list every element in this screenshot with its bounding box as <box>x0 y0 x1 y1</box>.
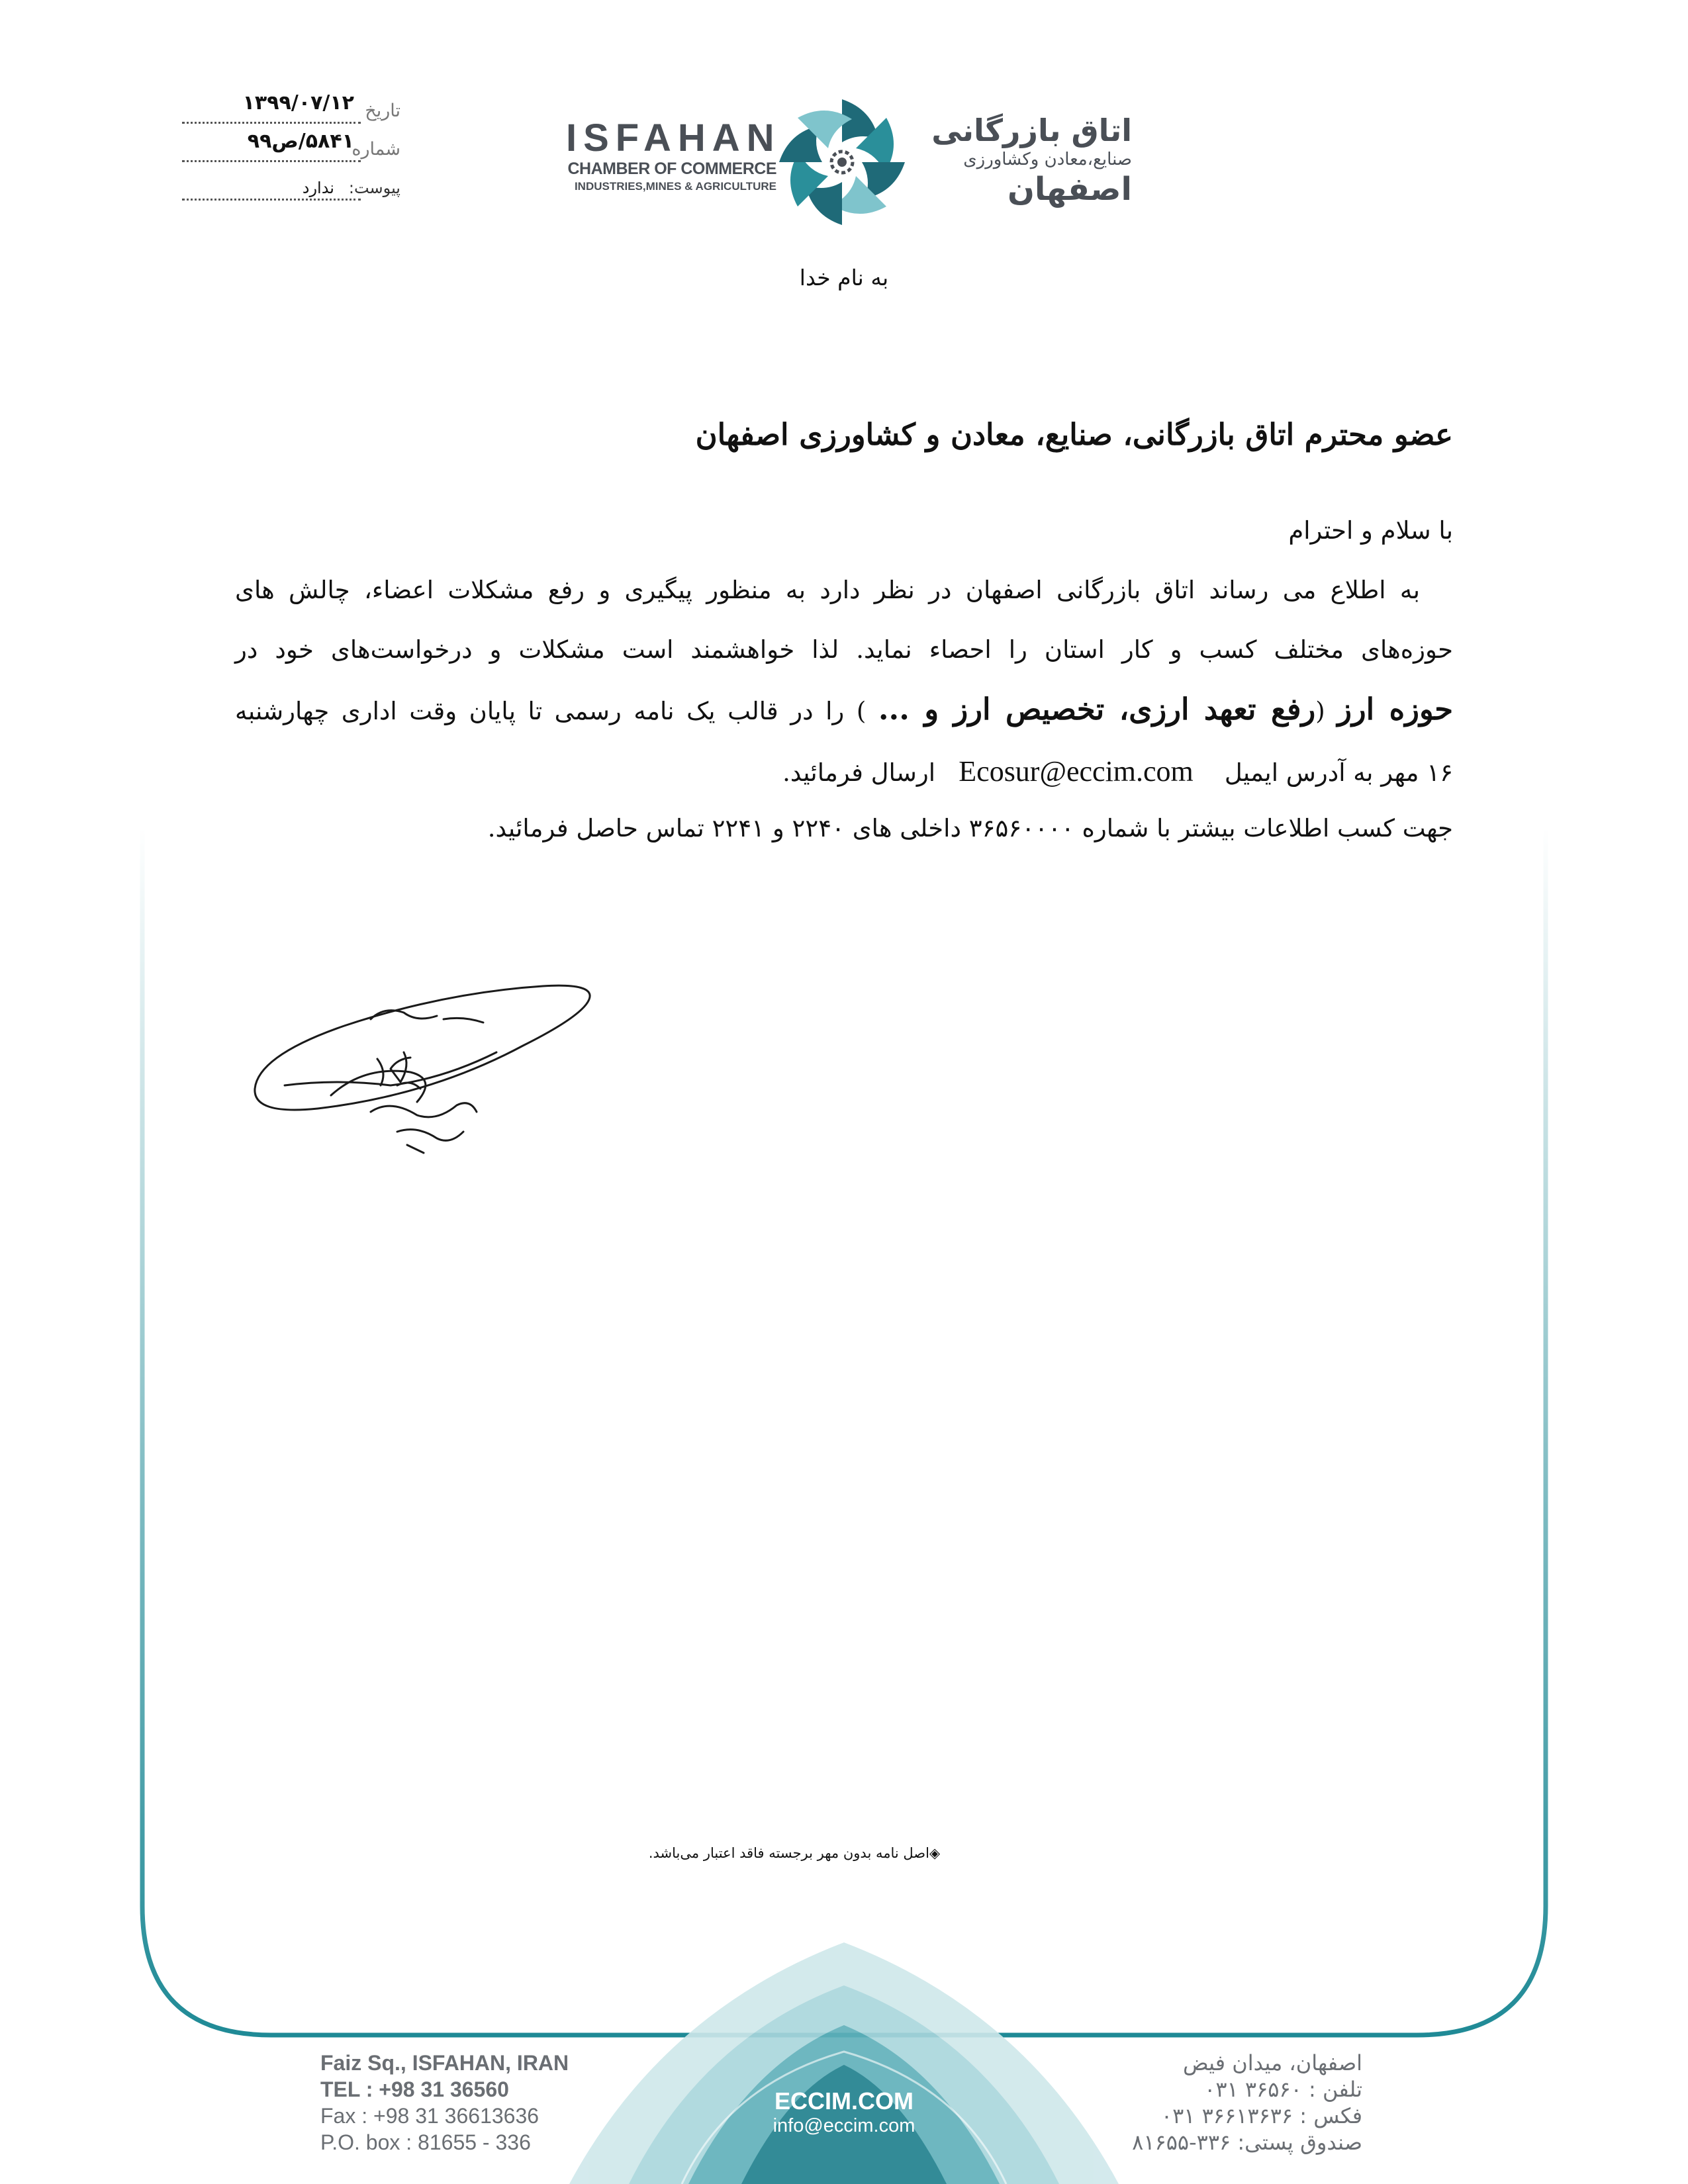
basmala: به نام خدا <box>799 265 889 291</box>
seal-note-text: اصل نامه بدون مهر برجسته فاقد اعتبار می‌باشد. <box>648 1845 929 1861</box>
en-tel: TEL : +98 31 36560 <box>320 2077 509 2101</box>
paren-open: ( <box>1315 697 1325 725</box>
en-fax: Fax : +98 31 36613636 <box>320 2104 539 2128</box>
en-po-box: P.O. box : 81655 - 336 <box>320 2130 531 2154</box>
currency-topics-bold: رفع تعهد ارزی، تخصیص ارز و ... <box>878 692 1316 727</box>
fa-tel: تلفن : ۳۶۵۶۰ ۰۳۱ <box>1204 2077 1362 2102</box>
submission-email: Ecosur@eccim.com <box>959 755 1194 788</box>
fa-fax: فکس : ۳۶۶۱۳۶۳۶ ۰۳۱ <box>1160 2103 1362 2128</box>
date-label: تاریخ <box>365 101 400 121</box>
attachment-value: ندارد <box>302 179 334 197</box>
logo-fa-line1: اتاق بازرگانی <box>931 113 1132 148</box>
website-link[interactable]: ECCIM.COM <box>774 2087 914 2115</box>
body-line-5: جهت کسب اطلاعات بیشتر با شماره ۳۶۵۶۰۰۰۰ داخلی های ۲۲۴۰ و ۲۲۴۱ تماس حاصل فرمائید. <box>487 814 1453 842</box>
contact-english <box>320 2050 569 2156</box>
handwritten-signature <box>245 979 602 1171</box>
body-line-3 <box>235 692 1453 727</box>
number-label: شماره <box>352 139 400 159</box>
date-row <box>182 91 400 130</box>
logo-en-line2: CHAMBER OF COMMERCE <box>567 159 776 178</box>
date-value: ۱۳۹۹/۰۷/۱۲ <box>242 91 354 114</box>
en-address: Faiz Sq., ISFAHAN, IRAN <box>320 2051 569 2075</box>
logo-fa-line3: اصفهان <box>1007 171 1132 208</box>
chamber-logo-icon <box>776 96 908 228</box>
attachment-label: پیوست: <box>348 179 400 197</box>
addressee-heading: عضو محترم اتاق بازرگانی، صنایع، معادن و کشاورزی اصفهان <box>695 417 1453 452</box>
greeting: با سلام و احترام <box>1288 516 1453 545</box>
logo-english <box>566 116 781 195</box>
body-line-1: به اطلاع می رساند اتاق بازرگانی اصفهان در نظر دارد به منظور پیگیری و رفع مشکلات اعضاء، چالش های <box>235 576 1420 604</box>
contact-persian <box>1132 2050 1362 2156</box>
logo-fa-line2: صنایع،معادن وکشاورزی <box>963 150 1132 169</box>
body-line-4 <box>235 754 1453 788</box>
info-email-link[interactable]: info@eccim.com <box>773 2115 915 2136</box>
fa-address: اصفهان، میدان فیض <box>1182 2050 1362 2075</box>
website-block <box>748 2088 940 2137</box>
logo-en-line1: ISFAHAN <box>566 116 781 159</box>
body-line-3-rest: ) را در قالب یک نامه رسمی تا پایان وقت اداری چهارشنبه <box>235 697 867 725</box>
number-row <box>182 130 400 168</box>
attachment-dotted-line <box>182 199 361 201</box>
fa-po-box: صندوق پستی: ۳۳۶-۸۱۶۵۵ <box>1132 2130 1362 2155</box>
attachment-row <box>182 168 400 206</box>
seal-validity-note <box>596 1845 993 1861</box>
letter-meta <box>182 91 400 206</box>
number-dotted-line <box>182 160 361 162</box>
logo-en-line3: INDUSTRIES,MINES & AGRICULTURE <box>574 180 776 193</box>
body-line-2: حوزه‌های مختلف کسب و کار استان را احصاء نماید. لذا خواهشمند است مشکلات و درخواست‌های خود در <box>235 635 1453 664</box>
send-text: ارسال فرمائید. <box>782 758 935 787</box>
deadline-text: ۱۶ مهر به آدرس ایمیل <box>1224 758 1453 787</box>
logo-persian <box>914 113 1132 208</box>
currency-domain-bold: حوزه ارز <box>1337 692 1454 727</box>
diamond-bullet-icon: ◈ <box>929 1845 941 1861</box>
date-dotted-line <box>182 122 361 124</box>
number-value: ۵۸۴۱/ص۹۹ <box>247 130 354 153</box>
